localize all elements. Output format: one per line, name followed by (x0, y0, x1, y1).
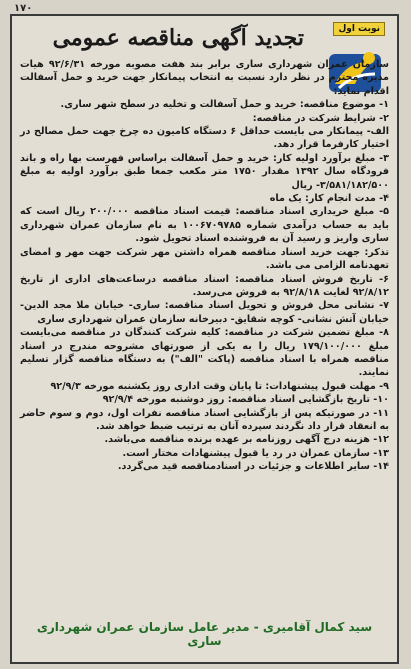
tender-ad-frame (10, 14, 399, 664)
ad-body (20, 58, 389, 474)
list-item: ۶- تاریخ فروش اسناد مناقصه: اسناد مناقصه درساعت‌های اداری از تاریخ ۹۲/۸/۱۲ لغایت ۹۲/۸/۱۸ به فروش می‌رسد. (20, 273, 389, 298)
signature-line: سید کمال آقامیری - مدیر عامل سازمان عمران شهرداری ساری (36, 620, 373, 648)
list-item: الف- پیمانکار می بایست حداقل ۶ دستگاه کامیون ده چرخ جهت حمل مصالح در اختیار کارفرما قرار دهد. (20, 126, 389, 151)
list-item: ۱۲- هزینه درج آگهی روزنامه بر عهده برنده مناقصه می‌باشد. (104, 434, 389, 446)
list-item: ۱۱- در صورتیکه پس از بازگشایی اسناد مناقصه نفرات اول، دوم و سوم حاضر به انعقاد قرار داد نگردند سپرده آنان به ترتیب ضبط خواهد شد. (20, 407, 389, 432)
list-item: ۴- مدت انجام کار: یک ماه (269, 193, 389, 205)
list-item: ۱۰- تاریخ بازگشایی اسناد مناقصه: روز دوشنبه مورخه ۹۲/۹/۴ (102, 394, 389, 406)
list-item: ۷- نشانی محل فروش و تحویل اسناد مناقصه: ساری- خیابان ملا مجد الدین- خیابان آتش نشانی- کوچه شقایق- دبیرخانه سازمان عمران شهرداری ساری (20, 300, 389, 325)
page-number: ۱۷۰ (14, 3, 33, 14)
list-item: ۱۴- سایر اطلاعات و جزئیات در اسنادمناقصه قید می‌گردد. (117, 461, 389, 473)
list-item: ۹- مهلت قبول پیشنهادات: تا پایان وقت اداری روز یکشنبه مورخه ۹۲/۹/۳ (50, 380, 389, 392)
list-item: ۱- موضوع مناقصه: خرید و حمل آسفالت و تخلیه در سطح شهر ساری. (60, 99, 389, 111)
ad-headline: تجدید آگهی مناقصه عمومی (52, 25, 304, 51)
intro-paragraph: سازمان عمران شهرداری ساری برابر بند هفت مصوبه مورخه ۹۲/۶/۳۱ هیات مدیره محترم در نظر دارد نسبت به انتخاب پیمانکار جهت خرید و حمل آسفالت اقدام نماید: (20, 59, 389, 97)
list-item: ۸- مبلغ تضمین شرکت در مناقصه: کلیه شرکت کنندگان در مناقصه می‌بایست مبلغ ۱۷۹/۱۰۰/۰۰۰ ریال را به یکی از صورتهای مشروحه مندرج در اسناد مناقصه همراه با اسناد مناقصه (پاکت "الف") به دستگاه مناقصه گزار تسلیم نمایند. (20, 327, 389, 379)
list-item: ۲- شرایط شرکت در مناقصه: (252, 112, 389, 124)
notice-round-badge: نوبت اول (333, 22, 385, 36)
list-item: ۵- مبلغ خریداری اسناد مناقصه: قیمت اسناد مناقصه ۲۰۰/۰۰۰ ریال است که باید به حساب درآمدی شماره ۱۰۰۶۷۰۹۷۸۵ به نام سازمان عمران شهرداری ساری واریز و رسید آن به فروشنده اسناد تحویل شود. (20, 206, 389, 245)
list-item: ۱۳- سازمان عمران در رد یا قبول پیشنهادات مختار است. (122, 447, 389, 459)
list-item: ۳- مبلغ برآورد اولیه کار: خرید و حمل آسفالت براساس فهرست بها راه و باند فرودگاه سال ۱۳۹۲ مقدار ۱۷۵۰ متر مکعب جمعا طبق برآورد اولیه به مبلغ ۳/۵۸۱/۱۸۲/۵۰۰- ریال (20, 152, 389, 191)
list-item: تذکر: جهت خرید اسناد مناقصه همراه داشتن مهر شرکت جهت مهر و امضای تعهدنامه الزامی می باشد. (20, 246, 389, 272)
